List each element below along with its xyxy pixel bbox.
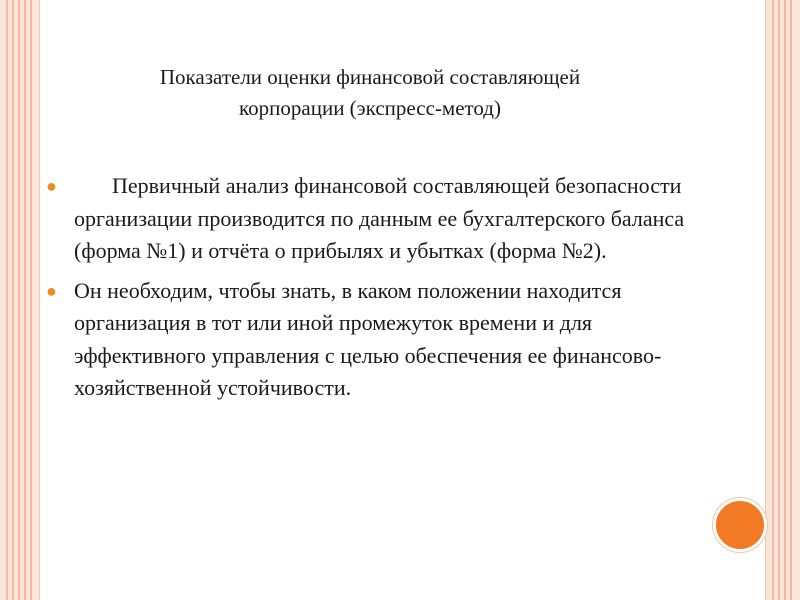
bullet-list (46, 170, 686, 412)
border-line (12, 0, 14, 600)
bullet-dot-icon: ● (46, 176, 57, 196)
left-decorative-border (0, 0, 40, 600)
right-decorative-border (765, 0, 800, 600)
bullet-item (46, 275, 686, 405)
bullet-text: Первичный анализ финансовой составляющей безопасности организации производится по данным ее бухгалтерского баланса (форма №1) и отчёта о прибылях и убытках (форма №2). (74, 173, 685, 263)
bullet-item (46, 170, 686, 268)
border-line (772, 0, 774, 600)
slide-title (50, 62, 690, 124)
bullet-text: Он необходим, чтобы знать, в каком положении находится организация в тот или иной промежуток времени и для эффективного управления с целью обеспечения ее финансово-хозяйственной устойчивости. (74, 277, 662, 400)
border-line (30, 0, 32, 600)
decorative-circle-icon (713, 498, 767, 552)
border-line (6, 0, 8, 600)
border-line (24, 0, 26, 600)
border-line (790, 0, 792, 600)
border-line (784, 0, 786, 600)
slide-title-line2: корпорации (экспресс-метод) (239, 96, 501, 120)
bullet-dot-icon: ● (46, 280, 57, 301)
border-line (778, 0, 780, 600)
border-line (18, 0, 20, 600)
slide-title-line1: Показатели оценки финансовой составляющей (159, 65, 581, 89)
